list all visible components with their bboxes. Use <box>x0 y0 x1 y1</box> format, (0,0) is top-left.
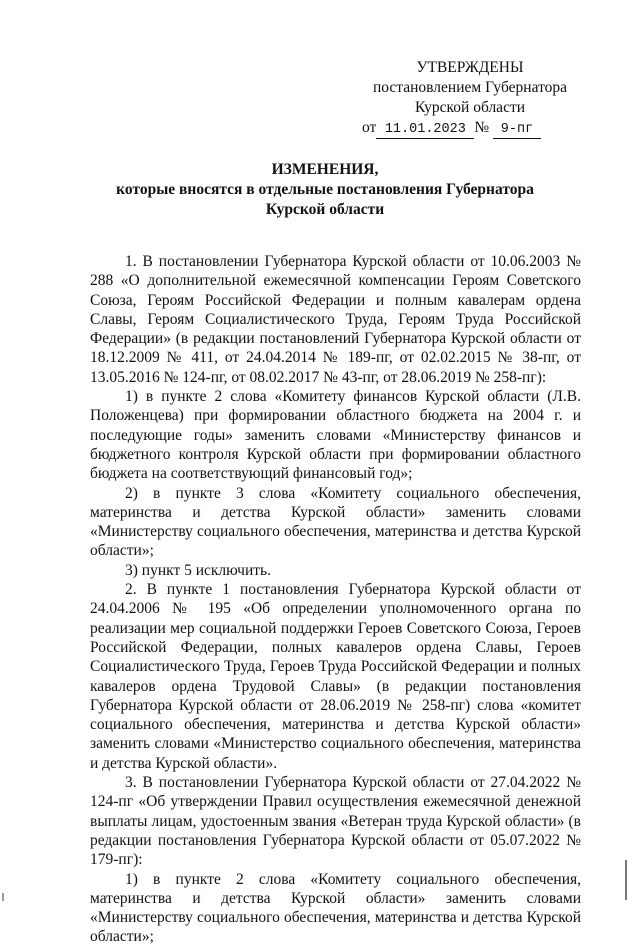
scan-corner-mark <box>2 893 4 901</box>
scan-edge-line <box>625 860 627 900</box>
from-label: от <box>362 119 377 136</box>
approval-stamp <box>350 58 590 139</box>
document-body <box>90 252 581 947</box>
approval-date: 11.01.2023 <box>376 122 474 139</box>
paragraph-1-3: 3) пункт 5 исключить. <box>125 561 271 579</box>
document-title <box>60 160 590 220</box>
title-line-1: ИЗМЕНЕНИЯ, <box>271 161 379 178</box>
number-label: № <box>474 119 490 136</box>
paragraph-1: 1. В постановлении Губернатора Курской области от 10.06.2003 № 288 «О дополнительной ежемесячной компенсации Героям Советского Союза, Героям Российской Федерации и полным кавалерам ордена Славы, Героям Социалистического Труда, Героям Труда Российской Федерации» (в редакции постановлений Губернатора Курской области от 18.12.2009 № 411, от 24.04.2014 № 189-пг, от 02.02.2015 № 38-пг, от 13.05.2016 № 124-пг, от 08.02.2017 № 43-пг, от 28.06.2019 № 258-пг): <box>90 253 581 386</box>
paragraph-3: 3. В постановлении Губернатора Курской области от 27.04.2022 № 124-пг «Об утверждении Правил осуществления ежемесячной денежной выплаты лицам, удостоенным звания «Ветеран труда Курской области» (в редакции постановления Губернатора Курской области от 05.07.2022 № 179-пг): <box>90 774 581 869</box>
approval-line-2: Курской области <box>414 99 526 116</box>
approval-heading: УТВЕРЖДЕНЫ <box>416 59 524 76</box>
title-line-2: которые вносятся в отдельные постановления Губернатора <box>116 181 534 198</box>
paragraph-3-1: 1) в пункте 2 слова «Комитету социального обеспечения, материнства и детства Курской области» заменить словами «Министерству социального обеспечения, материнства и детства Курской области»; <box>90 870 581 946</box>
approval-number: 9-пг <box>493 122 541 139</box>
title-line-3: Курской области <box>265 201 385 218</box>
approval-line-1: постановлением Губернатора <box>372 79 568 96</box>
paragraph-1-2: 2) в пункте 3 слова «Комитету социального обеспечения, материнства и детства Курской области» заменить словами «Министерству социального обеспечения, материнства и детства Курской области»; <box>90 484 581 560</box>
approval-date-number <box>350 118 590 139</box>
paragraph-1-1: 1) в пункте 2 слова «Комитету финансов Курской области (Л.В. Положенцева) при формировании областного бюджета на 2004 г. и последующие годы» заменить словами «Министерству финансов и бюджетного контроля Курской области при формировании областного бюджета на соответствующий финансовый год»; <box>90 388 581 483</box>
paragraph-2: 2. В пункте 1 постановления Губернатора Курской области от 24.04.2006 № 195 «Об определении уполномоченного органа по реализации мер социальной поддержки Героев Советского Союза, Героев Российской Федерации, полных кавалеров ордена Славы, Героев Социалистического Труда, Героев Труда Российской Федерации и полных кавалеров ордена Трудовой Славы» (в редакции постановления Губернатора Курской области от 28.06.2019 № 258-пг) слова «комитет социального обеспечения, материнства и детства Курской области» заменить словами «Министерство социального обеспечения, материнства и детства Курской области». <box>90 581 581 772</box>
